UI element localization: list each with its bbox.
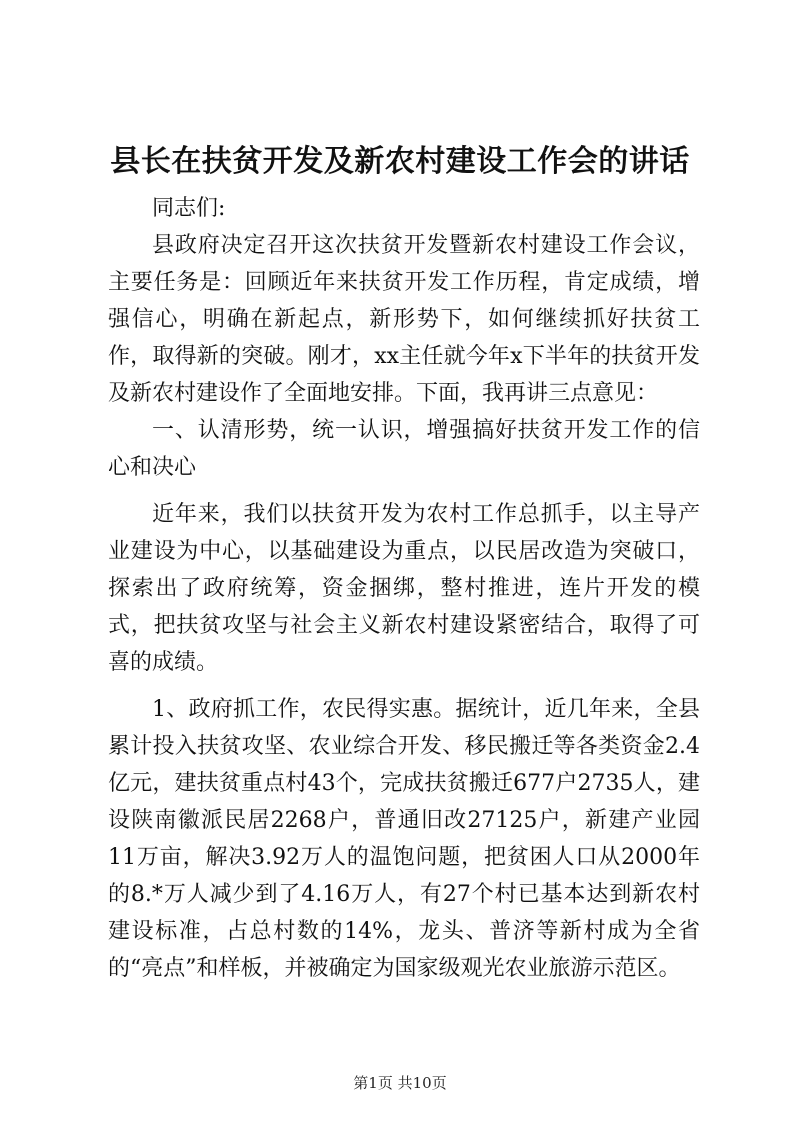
page-footer: 第1页 共10页 bbox=[353, 1074, 447, 1092]
section-heading: 一、认清形势，统一认识，增强搞好扶贫开发工作的信心和决心 bbox=[108, 418, 700, 480]
salutation-paragraph: 同志们: bbox=[152, 196, 226, 221]
body-paragraph: 1、政府抓工作，农民得实惠。据统计，近几年来，全县累计投入扶贫攻坚、农业综合开发、移民搬迁等各类资金2.4亿元，建扶贫重点村43个，完成扶贫搬迁677户2735人，建设陕南徽派民居2268户，普通旧改27125户，新建产业园11万亩，解决3.92万人的温饱问题，把贫困人口从2000年的8.*万人减少到了4.16万人，有27个村已基本达到新农村建设标准，占总村数的14%，龙头、普济等新村成为全省的“亮点”和样板，并被确定为国家级观光农业旅游示范区。 bbox=[108, 697, 700, 981]
body-paragraph: 近年来，我们以扶贫开发为农村工作总抓手，以主导产业建设为中心，以基础建设为重点，以民居改造为突破口，探索出了政府统筹，资金捆绑，整村推进，连片开发的模式，把扶贫攻坚与社会主义新农村建设紧密结合，取得了可喜的成绩。 bbox=[108, 502, 700, 675]
document-title: 县长在扶贫开发及新农村建设工作会的讲话 bbox=[110, 144, 690, 179]
document-body bbox=[108, 190, 700, 987]
intro-paragraph: 县政府决定召开这次扶贫开发暨新农村建设工作会议，主要任务是：回顾近年来扶贫开发工作历程，肯定成绩，增强信心，明确在新起点，新形势下，如何继续抓好扶贫工作，取得新的突破。刚才，xx主任就今年x下半年的扶贫开发及新农村建设作了全面地安排。下面，我再讲三点意见： bbox=[108, 233, 700, 406]
